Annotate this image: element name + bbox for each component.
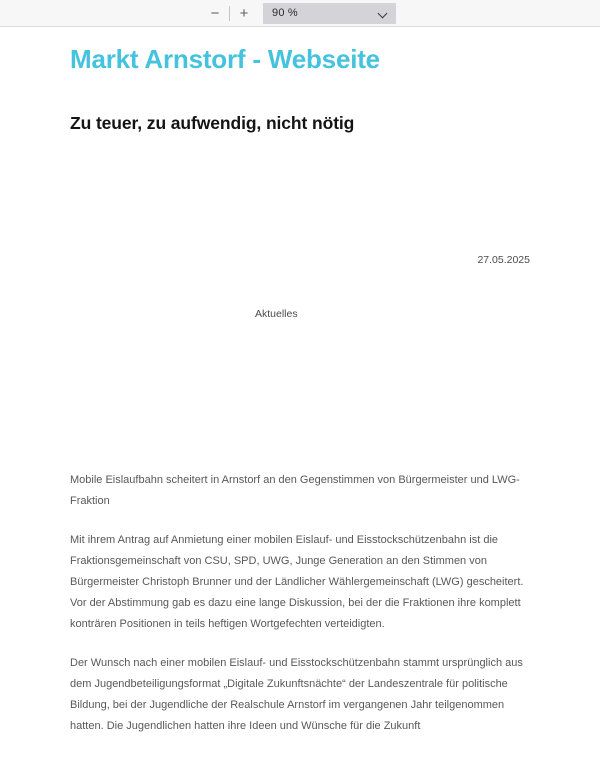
article-category: Aktuelles bbox=[255, 308, 298, 320]
article-paragraph: Mit ihrem Antrag auf Anmietung einer mobilen Eislauf- und Eisstockschützenbahn ist die Fraktionsgemeinschaft von CSU, SPD, UWG, Junge Generation an den Stimmen von Bürgermeister Christoph Brunner und der Ländlicher Wählergemeinschaft (LWG) gescheitert. Vor der Abstimmung gab es dazu eine lange Diskussion, bei der die Fraktionen ihre komplett konträren Positionen in teils heftigen Wortgefechten verteidigten. bbox=[70, 534, 524, 630]
document-page bbox=[0, 28, 600, 767]
zoom-in-button[interactable]: + bbox=[239, 4, 249, 22]
article-paragraph: Mobile Eislaufbahn scheitert in Arnstorf an den Gegenstimmen von Bürgermeister und LWG-Fraktion bbox=[70, 474, 520, 507]
article-date: 27.05.2025 bbox=[477, 254, 530, 266]
article-body bbox=[70, 470, 530, 737]
zoom-controls bbox=[204, 2, 396, 24]
zoom-out-button[interactable]: − bbox=[210, 4, 220, 22]
article-paragraph: Der Wunsch nach einer mobilen Eislauf- und Eisstockschützenbahn stammt ursprünglich aus dem Jugendbeteiligungsformat „Digitale Zukunftsnächte“ der Landeszentrale für politische Bildung, bei der Jugendliche der Realschule Arnstorf im vergangenen Jahr teilgenommen hatten. Die Jugendlichen hatten ihre Ideen und Wünsche für die Zukunft bbox=[70, 657, 523, 732]
toolbar-divider bbox=[229, 6, 230, 21]
zoom-level-select[interactable] bbox=[263, 3, 396, 24]
chevron-down-icon bbox=[379, 9, 388, 18]
article-headline: Zu teuer, zu aufwendig, nicht nötig bbox=[70, 113, 355, 133]
site-title: Markt Arnstorf - Webseite bbox=[70, 44, 380, 74]
zoom-toolbar bbox=[0, 0, 600, 27]
zoom-level-value: 90 % bbox=[272, 7, 298, 19]
